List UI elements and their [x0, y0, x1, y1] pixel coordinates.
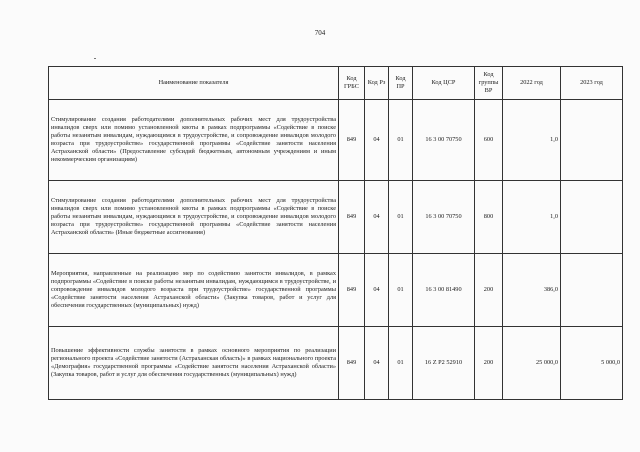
table-row: [49, 254, 623, 327]
scan-speck: [94, 58, 96, 59]
row-csr: 16 Z P2 52910: [413, 327, 475, 400]
row-2022: 1,0: [503, 181, 561, 254]
budget-table: [48, 66, 623, 400]
row-name: Стимулирование создания работодателями дополнительных рабочих мест для трудоустройства инвалидов сверх или помимо установленной квоты в рамках подпрограммы «Содействие в поиске работы незанятым инвалидам, нуждающимся в трудоустройстве, и сопровождение инвалидов молодого возраста при трудоустройстве» государственной программы «Содействие занятости населения Астраханской области» (Предоставление субсидий бюджетным, автономным учреждениям и иным некоммерческим организациям): [49, 100, 339, 181]
header-csr: Код ЦСР: [413, 67, 475, 100]
header-2023: 2023 год: [561, 67, 623, 100]
row-pr: 01: [389, 100, 413, 181]
table-row: [49, 100, 623, 181]
row-2022: 386,0: [503, 254, 561, 327]
header-name: Наименование показателя: [49, 67, 339, 100]
row-2023: [561, 100, 623, 181]
row-2023: [561, 254, 623, 327]
header-rz: Код Рз: [365, 67, 389, 100]
row-name: Мероприятия, направленные на реализацию мер по содействию занятости инвалидов, в рамках подпрограммы «Содействие в поиске работы незанятым инвалидам, нуждающимся в трудоустройстве, и сопровождение инвалидов молодого возраста при трудоустройстве» государственной программы «Содействие занятости населения Астраханской области» (Закупка товаров, работ и услуг для обеспечения государственных (муниципальных) нужд): [49, 254, 339, 327]
row-rz: 04: [365, 254, 389, 327]
row-rz: 04: [365, 100, 389, 181]
row-grbs: 849: [339, 100, 365, 181]
header-2022: 2022 год: [503, 67, 561, 100]
row-grbs: 849: [339, 181, 365, 254]
row-rz: 04: [365, 181, 389, 254]
page-number: 704: [314, 29, 326, 37]
row-2023: [561, 181, 623, 254]
row-vr: 200: [475, 254, 503, 327]
row-pr: 01: [389, 181, 413, 254]
row-csr: 16 3 00 70750: [413, 181, 475, 254]
row-csr: 16 3 00 81490: [413, 254, 475, 327]
row-rz: 04: [365, 327, 389, 400]
row-vr: 800: [475, 181, 503, 254]
header-pr: Код ПР: [389, 67, 413, 100]
table-row: [49, 327, 623, 400]
table-header-row: [49, 67, 623, 100]
row-name: Повышение эффективности службы занятости в рамках основного мероприятия по реализации регионального проекта «Содействие занятости (Астраханская область)» в рамках национального проекта «Демография» государственной программы «Содействие занятости населения Астраханской области» (Закупка товаров, работ и услуг для обеспечения государственных (муниципальных) нужд): [49, 327, 339, 400]
row-grbs: 849: [339, 327, 365, 400]
row-vr: 200: [475, 327, 503, 400]
row-pr: 01: [389, 254, 413, 327]
row-2022: 1,0: [503, 100, 561, 181]
table-row: [49, 181, 623, 254]
row-csr: 16 3 00 70750: [413, 100, 475, 181]
row-pr: 01: [389, 327, 413, 400]
row-vr: 600: [475, 100, 503, 181]
row-grbs: 849: [339, 254, 365, 327]
row-2022: 25 000,0: [503, 327, 561, 400]
header-vr: Код группы ВР: [475, 67, 503, 100]
row-name: Стимулирование создания работодателями дополнительных рабочих мест для трудоустройства инвалидов сверх или помимо установленной квоты в рамках подпрограммы «Содействие в поиске работы незанятым инвалидам, нуждающимся в трудоустройстве, и сопровождение инвалидов молодого возраста при трудоустройстве» государственной программы «Содействие занятости населения Астраханской области» (Иные бюджетные ассигнования): [49, 181, 339, 254]
row-2023: 5 000,0: [561, 327, 623, 400]
header-grbs: Код ГРБС: [339, 67, 365, 100]
